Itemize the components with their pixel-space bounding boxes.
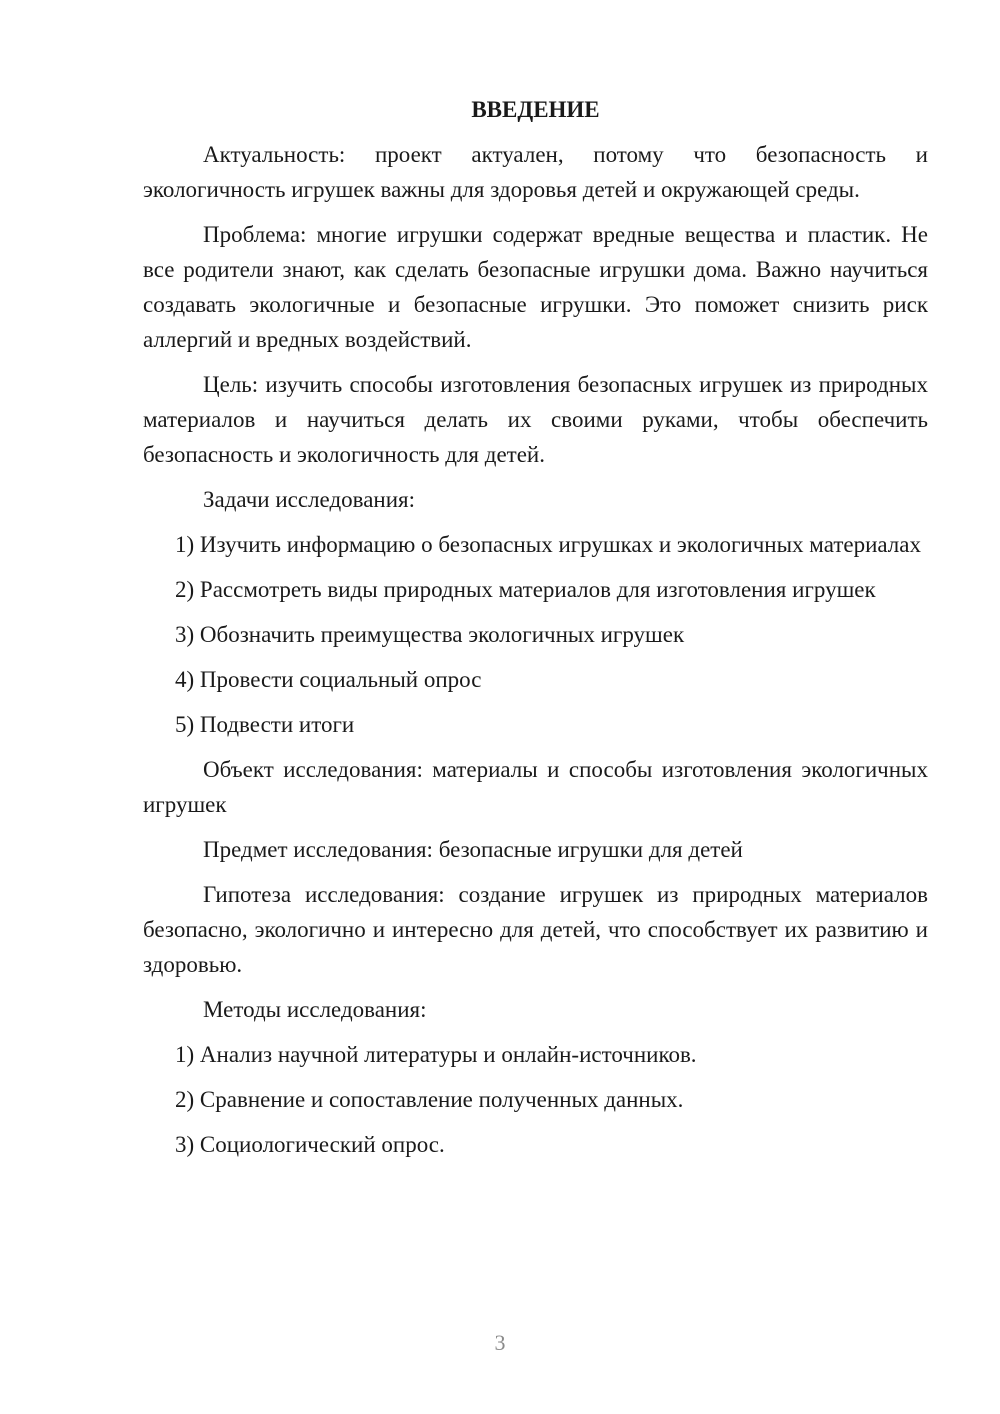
relevance-paragraph: Актуальность: проект актуален, потому что безопасность и экологичность игрушек важны для здоровья детей и окружающей среды. xyxy=(143,142,928,202)
subject-paragraph: Предмет исследования: безопасные игрушки для детей xyxy=(203,837,743,862)
task-item: 1) Изучить информацию о безопасных игрушках и экологичных материалах xyxy=(175,532,921,557)
method-item: 2) Сравнение и сопоставление полученных данных. xyxy=(175,1087,684,1112)
task-item: 5) Подвести итоги xyxy=(175,712,355,737)
object-paragraph: Объект исследования: материалы и способы изготовления экологичных игрушек xyxy=(143,757,928,817)
task-item: 2) Рассмотреть виды природных материалов для изготовления игрушек xyxy=(175,577,876,602)
page-number: 3 xyxy=(494,1330,506,1355)
problem-paragraph: Проблема: многие игрушки содержат вредные вещества и пластик. Не все родители знают, как сделать безопасные игрушки дома. Важно научиться создавать экологичные и безопасные игрушки. Это поможет снизить риск аллергий и вредных воздействий. xyxy=(143,222,928,352)
goal-paragraph: Цель: изучить способы изготовления безопасных игрушек из природных материалов и научиться делать их своими руками, чтобы обеспечить безопасность и экологичность для детей. xyxy=(143,372,928,467)
hypothesis-paragraph: Гипотеза исследования: создание игрушек из природных материалов безопасно, экологично и интересно для детей, что способствует их развитию и здоровью. xyxy=(143,882,928,977)
method-item: 1) Анализ научной литературы и онлайн-источников. xyxy=(175,1042,697,1067)
document-body xyxy=(143,92,928,1172)
task-item: 4) Провести социальный опрос xyxy=(175,667,482,692)
method-item: 3) Социологический опрос. xyxy=(175,1132,445,1157)
section-heading: ВВЕДЕНИЕ xyxy=(471,97,600,122)
task-item: 3) Обозначить преимущества экологичных игрушек xyxy=(175,622,685,647)
methods-title: Методы исследования: xyxy=(203,997,427,1022)
tasks-title: Задачи исследования: xyxy=(203,487,416,512)
